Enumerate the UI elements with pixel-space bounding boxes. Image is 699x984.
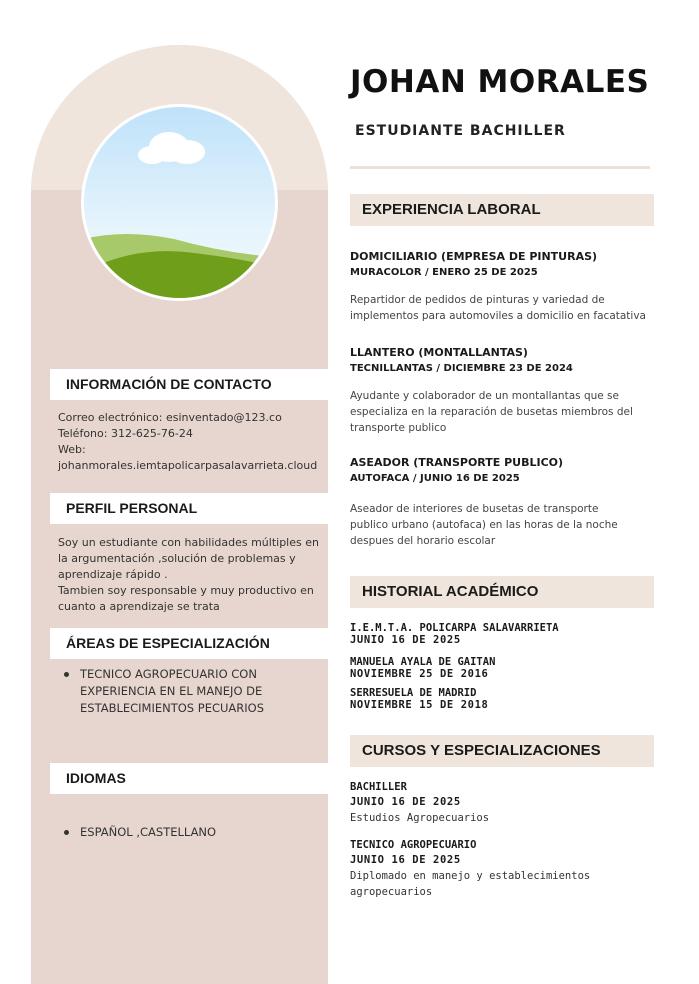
profile-line: aprendizaje rápido .: [58, 568, 168, 581]
profile-text: [58, 535, 320, 615]
languages-heading: IDIOMAS: [50, 763, 339, 794]
job-title: LLANTERO (MONTALLANTAS): [350, 346, 528, 359]
job-entry: [350, 345, 660, 436]
candidate-subtitle: ESTUDIANTE BACHILLER: [355, 123, 566, 139]
course-name: BACHILLER: [350, 781, 407, 793]
candidate-name: JOHAN MORALES: [350, 64, 650, 100]
education-entry: [350, 622, 660, 646]
contact-email: Correo electrónico: esinventado@123.co: [58, 411, 282, 424]
course-description: [350, 810, 660, 826]
profile-heading: PERFIL PERSONAL: [50, 493, 339, 524]
job-desc-line: Aseador de interiores de busetas de transporte: [350, 503, 599, 515]
job-company-date: AUTOFACA / JUNIO 16 DE 2025: [350, 473, 520, 484]
specialization-line: EXPERIENCIA EN EL MANEJO DE: [80, 684, 263, 698]
job-desc-line: especializa en la reparación de busetas miembros del: [350, 406, 633, 418]
course-description: [350, 868, 660, 900]
education-school: I.E.M.T.A. POLICARPA SALAVARRIETA: [350, 622, 559, 634]
profile-line: cuanto a aprendizaje se trata: [58, 600, 220, 613]
education-school: MANUELA AYALA DE GAITAN: [350, 656, 496, 668]
profile-photo: [81, 104, 278, 301]
job-entry: [350, 249, 660, 324]
specialization-line: ESTABLECIMIENTOS PECUARIOS: [80, 701, 265, 715]
landscape-placeholder-icon: [84, 107, 275, 298]
header-divider: [350, 166, 650, 169]
education-entry: [350, 656, 660, 680]
job-desc-line: Ayudante y colaborador de un montallantas que se: [350, 390, 619, 402]
education-school: SERRESUELA DE MADRID: [350, 687, 477, 699]
job-company-date: MURACOLOR / ENERO 25 DE 2025: [350, 267, 538, 278]
contact-web-url[interactable]: johanmorales.iemtapolicarpasalavarrieta.cloud: [58, 459, 318, 472]
contact-heading: INFORMACIÓN DE CONTACTO: [50, 369, 339, 400]
education-date: NOVIEMBRE 15 DE 2018: [350, 699, 489, 711]
job-company-date: TECNILLANTAS / DICIEMBRE 23 DE 2024: [350, 363, 573, 374]
course-entry: [350, 838, 660, 900]
specialization-heading: ÁREAS DE ESPECIALIZACIÓN: [50, 628, 339, 659]
job-title: DOMICILIARIO (EMPRESA DE PINTURAS): [350, 250, 598, 263]
education-entry: [350, 687, 660, 711]
course-desc-line: Estudios Agropecuarios: [350, 812, 490, 824]
job-desc-line: despues del horario escolar: [350, 535, 496, 547]
specialization-item: [64, 666, 314, 717]
job-desc-line: implementos para automoviles a domicilio en facatativa: [350, 310, 646, 322]
course-date: JUNIO 16 DE 2025: [350, 796, 461, 808]
course-name: TECNICO AGROPECUARIO: [350, 839, 477, 851]
job-title: ASEADOR (TRANSPORTE PUBLICO): [350, 456, 564, 469]
specialization-list: [64, 666, 314, 717]
contact-web-label: Web:: [58, 443, 86, 456]
job-desc-line: transporte publico: [350, 422, 447, 434]
languages-list: [64, 824, 314, 841]
education-date: NOVIEMBRE 25 DE 2016: [350, 668, 489, 680]
profile-line: la argumentación ,solución de problemas y: [58, 552, 296, 565]
language-item: ESPAÑOL ,CASTELLANO: [64, 824, 314, 841]
job-description: [350, 388, 660, 436]
course-desc-line: agropecuarios: [350, 886, 433, 898]
education-heading: HISTORIAL ACADÉMICO: [350, 576, 654, 608]
job-description: [350, 501, 660, 549]
contact-details: [58, 410, 320, 474]
courses-heading: CURSOS Y ESPECIALIZACIONES: [350, 735, 654, 767]
experience-heading: EXPERIENCIA LABORAL: [350, 194, 654, 226]
profile-line: Tambien soy responsable y muy productivo en: [58, 584, 314, 597]
course-entry: [350, 780, 660, 826]
specialization-line: TECNICO AGROPECUARIO CON: [80, 667, 257, 681]
job-description: [350, 292, 660, 324]
course-date: JUNIO 16 DE 2025: [350, 854, 461, 866]
profile-line: Soy un estudiante con habilidades múltiples en: [58, 536, 319, 549]
job-desc-line: publico urbano (autofaca) en las horas de la noche: [350, 519, 618, 531]
contact-phone: Teléfono: 312-625-76-24: [58, 427, 193, 440]
job-entry: [350, 455, 660, 549]
education-date: JUNIO 16 DE 2025: [350, 634, 461, 646]
course-desc-line: Diplomado en manejo y establecimientos: [350, 870, 591, 882]
job-desc-line: Repartidor de pedidos de pinturas y variedad de: [350, 294, 605, 306]
